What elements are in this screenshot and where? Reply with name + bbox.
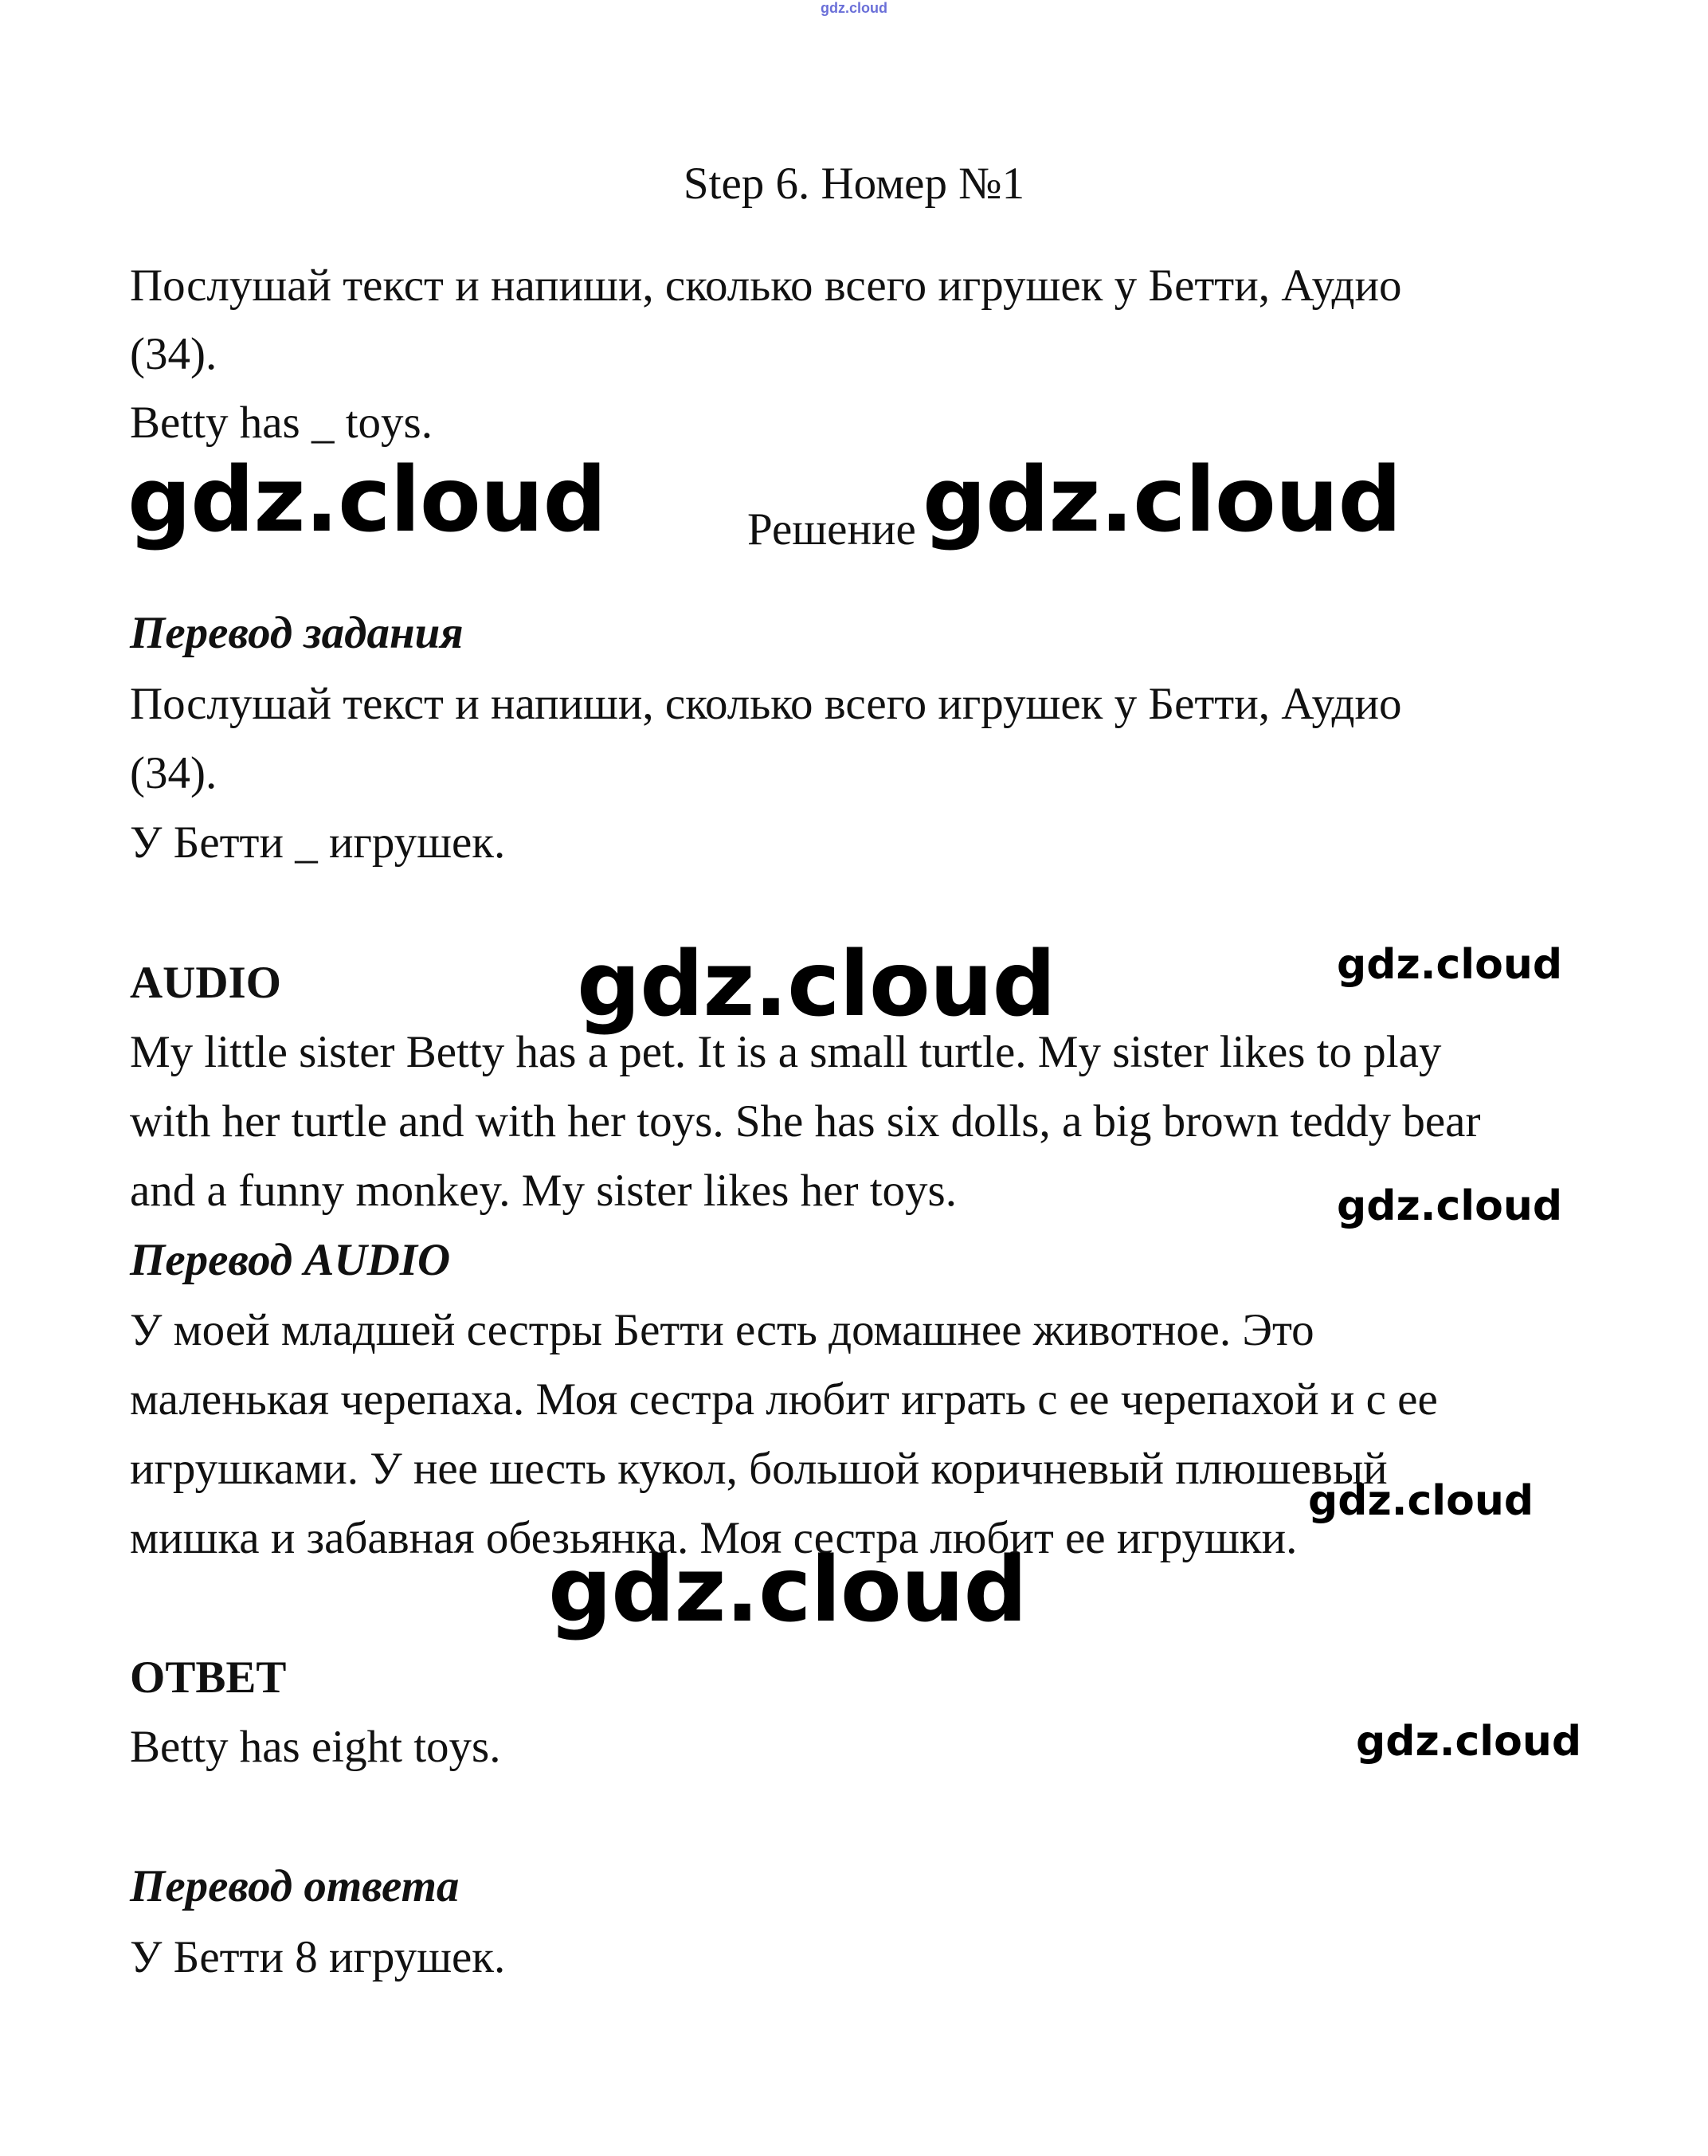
answer-text: Betty has eight toys. (130, 1722, 501, 1772)
audio-translation-line-4: мишка и забавная обезьянка. Моя сестра любит ее игрушки. (130, 1513, 1298, 1563)
task-translation-line-1: Послушай текст и напиши, сколько всего игрушек у Бетти, Аудио (130, 679, 1402, 729)
watermark-logo: gdz.cloud (577, 933, 1056, 1037)
task-translation-line-3: У Бетти _ игрушек. (130, 817, 506, 868)
answer-translation-text: У Бетти 8 игрушек. (130, 1932, 506, 1982)
task-translation-heading: Перевод задания (130, 608, 464, 658)
task-line-2: (34). (130, 329, 217, 379)
watermark-logo: gdz.cloud (923, 449, 1401, 552)
watermark-logo: gdz.cloud (1308, 1477, 1534, 1525)
audio-line-2: with her turtle and with her toys. She has six dolls, a big brown teddy bear (130, 1096, 1481, 1147)
audio-heading: AUDIO (130, 958, 282, 1008)
audio-translation-line-1: У моей младшей сестры Бетти есть домашнее животное. Это (130, 1305, 1314, 1355)
watermark-logo: gdz.cloud (1356, 1718, 1582, 1766)
task-translation-line-2: (34). (130, 748, 217, 798)
audio-line-1: My little sister Betty has a pet. It is a small turtle. My sister likes to play (130, 1027, 1442, 1077)
solution-label: Решение (747, 504, 916, 555)
watermark-logo: gdz.cloud (548, 1539, 1027, 1642)
task-line-1: Послушай текст и напиши, сколько всего игрушек у Бетти, Аудио (130, 261, 1402, 311)
page-title: Step 6. Номер №1 (683, 159, 1025, 209)
header-watermark: gdz.cloud (821, 0, 887, 16)
watermark-logo: gdz.cloud (1337, 1182, 1563, 1230)
answer-translation-heading: Перевод ответа (130, 1861, 460, 1911)
audio-translation-line-2: маленькая черепаха. Моя сестра любит играть с ее черепахой и с ее (130, 1374, 1438, 1425)
watermark-logo: gdz.cloud (1337, 941, 1563, 989)
audio-translation-line-3: игрушками. У нее шесть кукол, большой коричневый плюшевый (130, 1444, 1388, 1494)
watermark-logo: gdz.cloud (127, 449, 606, 552)
audio-line-3: and a funny monkey. My sister likes her toys. (130, 1166, 957, 1216)
answer-heading: ОТВЕТ (130, 1652, 287, 1703)
task-line-3: Betty has _ toys. (130, 398, 433, 448)
audio-translation-heading: Перевод AUDIO (130, 1235, 451, 1285)
